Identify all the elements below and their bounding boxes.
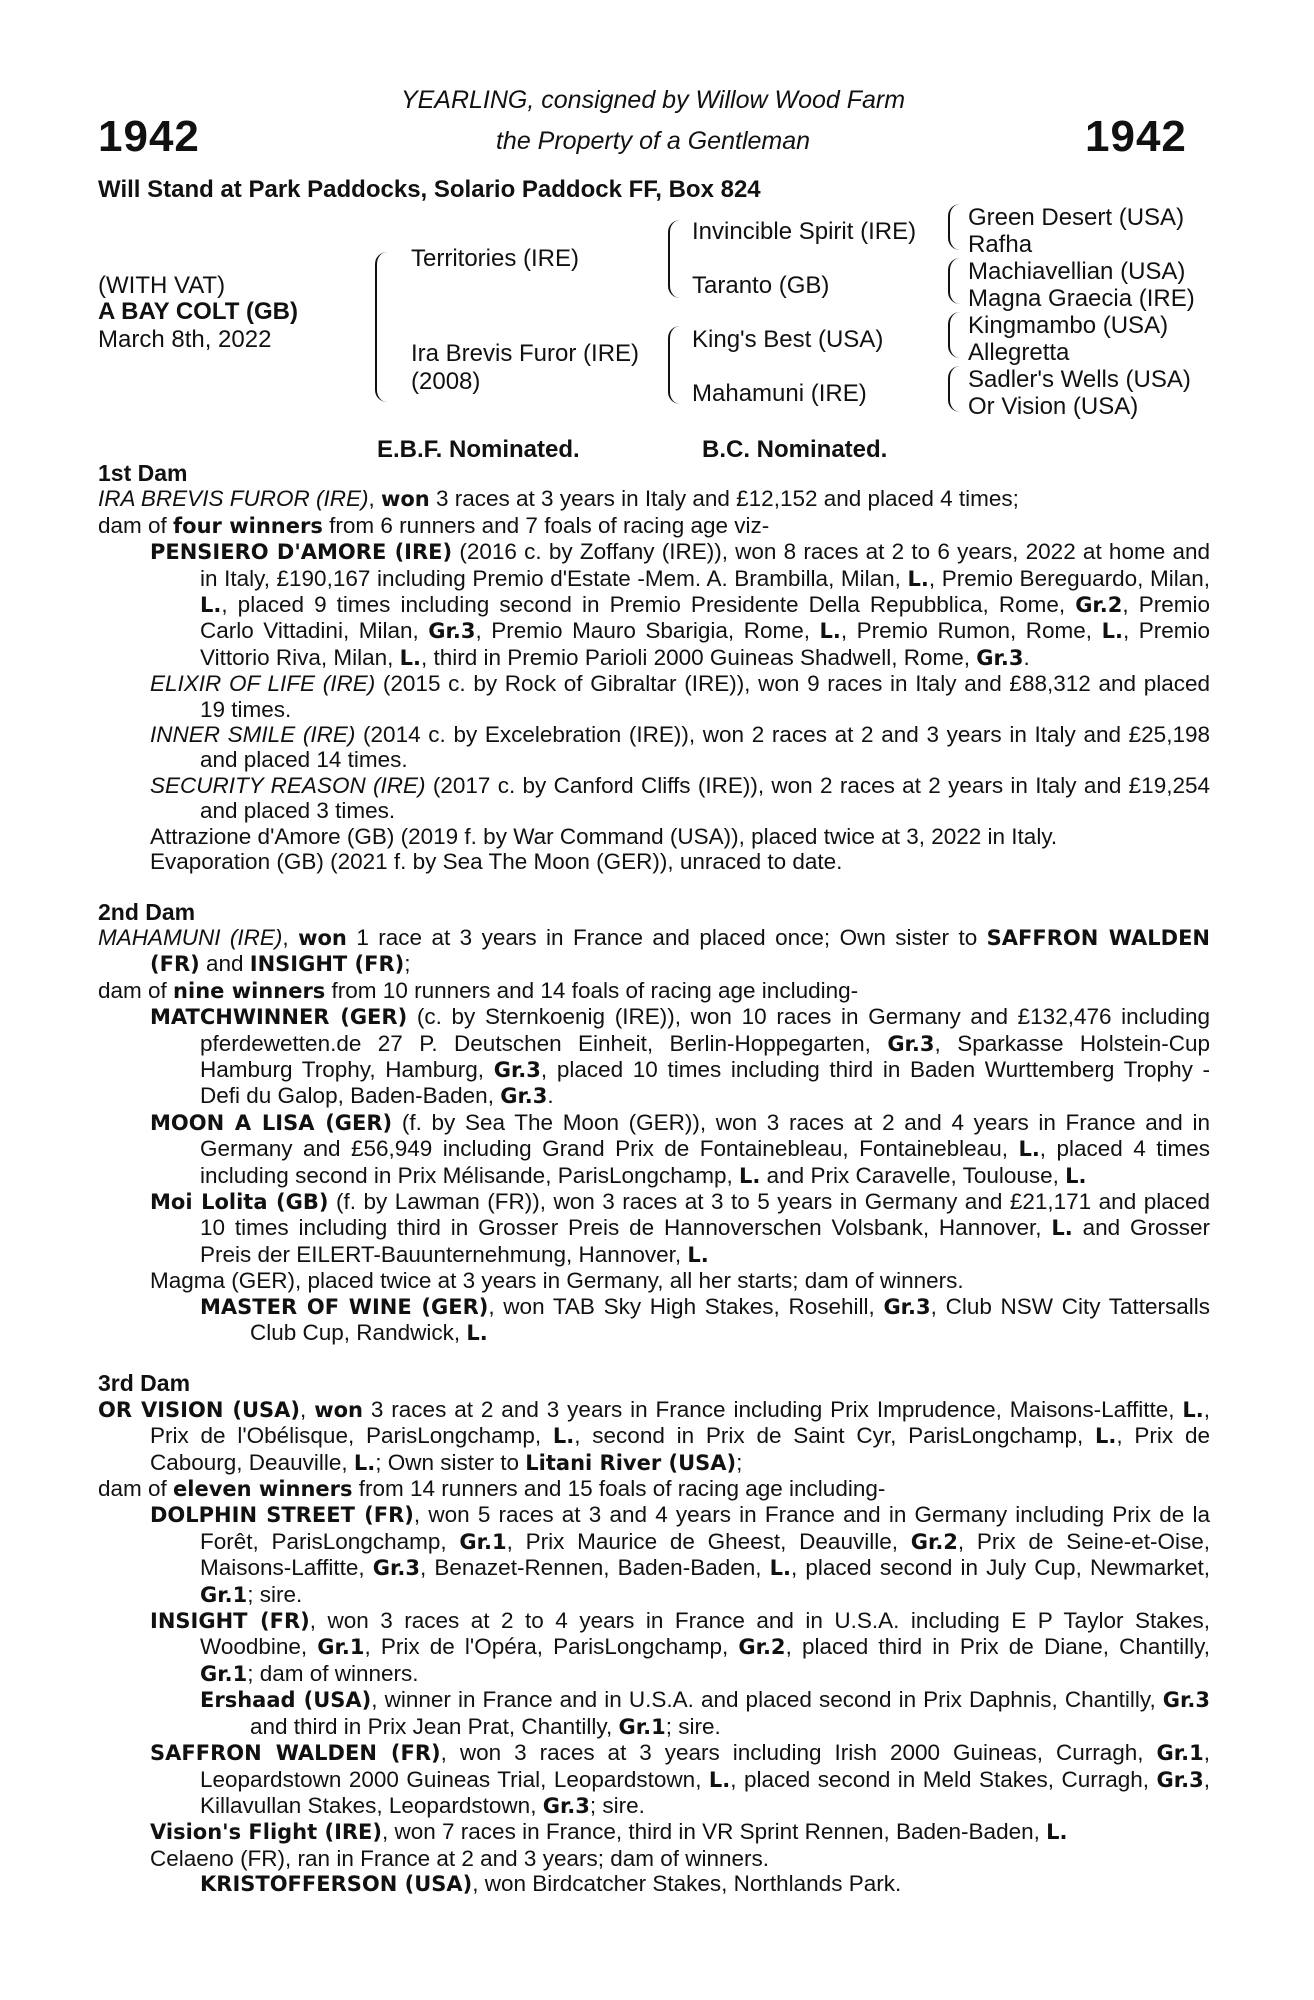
text-run: , Premio Rumon, Rome, xyxy=(840,618,1102,644)
pedigree-gen3-8: Or Vision (USA) xyxy=(968,393,1139,420)
text-run: , placed second in Meld Stakes, Curragh, xyxy=(730,1766,1157,1792)
bold-text: KRISTOFFERSON (USA) xyxy=(200,1872,473,1897)
text-run: ; xyxy=(736,1449,743,1475)
bold-text: MATCHWINNER (GER) xyxy=(150,1005,408,1030)
list-item xyxy=(98,671,1210,722)
text-run: , placed 4 times including second in Prix Mélisande, ParisLongchamp, xyxy=(200,1136,1211,1188)
dam1-record xyxy=(98,486,1210,512)
bold-text: Gr.3 xyxy=(542,1793,590,1818)
bold-text: L. xyxy=(1101,619,1123,644)
bold-text: Gr.2 xyxy=(910,1529,958,1554)
bold-text: SAFFRON WALDEN (FR) xyxy=(150,1741,441,1766)
pedigree-gen3-1: Green Desert (USA) xyxy=(968,204,1185,231)
bold-text: L. xyxy=(1065,1163,1087,1188)
italic-text: INNER SMILE (IRE) xyxy=(150,722,356,748)
text-run: , placed second in July Cup, Newmarket, xyxy=(791,1555,1210,1581)
bold-text: L. xyxy=(200,593,222,618)
text-run: , Premio Bereguardo, Milan, xyxy=(928,565,1210,591)
stand-location: Will Stand at Park Paddocks, Solario Paddock FF, Box 824 xyxy=(98,176,761,203)
bold-text: L. xyxy=(466,1321,488,1345)
text-run: (2016 c. by Zoffany (IRE)), won 8 races at 2 to 6 years, 2022 at home and in Italy, £190,167 including Premio d'Estate -Mem. A. Brambilla, Milan, xyxy=(200,539,1210,591)
text-run: (2015 c. by Rock of Gibraltar (IRE)), won 9 races in Italy and £88,312 and placed 19 times. xyxy=(200,671,1210,722)
pedigree-brace-dam xyxy=(668,326,684,404)
bold-text: four winners xyxy=(173,513,323,538)
text-run: ; xyxy=(404,951,411,977)
text-run: , won 3 races at 2 to 4 years in France and in U.S.A. including E P Taylor Stakes, Woodbine, xyxy=(200,1608,1210,1660)
list-item xyxy=(98,1189,1210,1268)
bold-text: Gr.3 xyxy=(428,619,476,644)
italic-text: ELIXIR OF LIFE (IRE) xyxy=(150,671,376,697)
text-run: from 10 runners and 14 foals of racing age including- xyxy=(325,977,859,1003)
italic-text: IRA BREVIS FUROR (IRE) xyxy=(98,486,369,512)
pedigree-brace-4 xyxy=(948,366,964,412)
text-run: , placed third in Prix de Diane, Chantilly, xyxy=(785,1634,1210,1660)
lot-number-left: 1942 xyxy=(98,112,200,161)
dam1-section xyxy=(98,461,1210,1898)
bold-text: L. xyxy=(907,566,929,591)
text-run: , Premio Mauro Sbarigia, Rome, xyxy=(475,618,820,644)
property-line: the Property of a Gentleman xyxy=(495,127,811,155)
text-run: Celaeno (FR), ran in France at 2 and 3 years; dam of winners. xyxy=(150,1845,770,1871)
offspring-visions-flight xyxy=(98,1819,1210,1845)
bold-text: L. xyxy=(819,619,841,644)
text-run: Attrazione d'Amore (GB) (2019 f. by War Command (USA)), placed twice at 3, 2022 in Italy. xyxy=(150,823,1058,849)
offspring-insight xyxy=(98,1608,1210,1687)
sire: Territories (IRE) xyxy=(411,245,580,272)
pedigree-brace-3 xyxy=(948,312,964,358)
bold-text: won xyxy=(314,1397,363,1422)
text-run: ; sire. xyxy=(589,1792,645,1818)
text-run: (f. by Lawman (FR)), won 3 races at 3 to 5 years in Germany and £21,171 and placed 10 times including third in Grosser Preis de Hannoverschen Volsbank, Hannover, xyxy=(200,1188,1211,1241)
text-run: Magma (GER), placed twice at 3 years in Germany, all her starts; dam of winners. xyxy=(150,1268,964,1294)
bold-text: nine winners xyxy=(173,978,326,1003)
text-run: Evaporation (GB) (2021 f. by Sea The Moon (GER)), unraced to date. xyxy=(150,849,843,875)
text-run: , second in Prix de Saint Cyr, ParisLongchamp, xyxy=(574,1423,1096,1449)
bold-text: L. xyxy=(769,1556,791,1581)
consignor-line: YEARLING, consigned by Willow Wood Farm xyxy=(400,86,906,114)
text-run: and Grosser Preis der EILERT-Bauunternehmung, Hannover, xyxy=(200,1215,1210,1267)
grand-ershaad xyxy=(98,1687,1210,1740)
dam-dam: Mahamuni (IRE) xyxy=(692,380,867,407)
text-run: , Prix de Seine-et-Oise, Maisons-Laffitte, xyxy=(200,1528,1211,1581)
grand-kristofferson xyxy=(98,1871,1210,1897)
pedigree-gen3-5: Kingmambo (USA) xyxy=(968,312,1169,339)
bold-text: SAFFRON WALDEN (FR) xyxy=(150,925,1210,977)
text-run: , Prix de Cabourg, Deauville, xyxy=(150,1423,1210,1475)
dam2-heading: 2nd Dam xyxy=(98,898,196,925)
text-run: , third in Premio Parioli 2000 Guineas Shadwell, Rome, xyxy=(421,644,977,670)
bold-text: INSIGHT (FR) xyxy=(249,952,405,977)
list-item xyxy=(98,849,1210,874)
bold-text: Gr.1 xyxy=(200,1661,248,1686)
horse-name: A BAY COLT (GB) xyxy=(98,298,299,325)
bold-text: Litani River (USA) xyxy=(525,1450,737,1475)
bold-text: DOLPHIN STREET (FR) xyxy=(150,1503,414,1528)
bc-nomination: B.C. Nominated. xyxy=(702,436,888,463)
bold-text: L. xyxy=(1095,1424,1117,1449)
bold-text: won xyxy=(380,487,430,512)
text-run: , Benazet-Rennen, Baden-Baden, xyxy=(420,1555,770,1581)
bold-text: L. xyxy=(687,1242,709,1267)
pedigree-gen3-4: Magna Graecia (IRE) xyxy=(968,285,1195,312)
text-run: and Prix Caravelle, Toulouse, xyxy=(760,1162,1066,1188)
text-run: , Sparkasse Holstein-Cup Hamburg Trophy, Hamburg, xyxy=(200,1030,1210,1082)
text-run: (f. by Sea The Moon (GER)), won 3 races at 2 and 4 years in France and in Germany and £56,949 including Grand Prix de Fontainebleau, Fontainebleau, xyxy=(200,1109,1210,1162)
text-run: , won 5 races at 3 and 4 years in France and in Germany including Prix de la Forêt, ParisLongchamp, xyxy=(200,1502,1210,1554)
list-item xyxy=(98,539,1210,671)
bold-text: Gr.3 xyxy=(493,1057,541,1082)
text-run: from 14 runners and 15 foals of racing age including- xyxy=(352,1476,886,1502)
text-run: from 6 runners and 7 foals of racing age viz- xyxy=(322,512,770,538)
dam-sire: King's Best (USA) xyxy=(692,326,884,353)
text-run: (2017 c. by Canford Cliffs (IRE)), won 2 races at 2 years in Italy and £19,254 and placed 3 times. xyxy=(200,772,1211,824)
dam2-offspring-list xyxy=(98,1004,1210,1293)
bold-text: Gr.3 xyxy=(500,1084,548,1109)
pedigree-brace-1 xyxy=(948,204,964,250)
italic-text: SECURITY REASON (IRE) xyxy=(150,772,426,798)
text-run: 1 race at 3 years in France and placed once; Own sister to xyxy=(346,924,987,950)
text-run: , placed 10 times including third in Baden Wurttemberg Trophy - Defi du Galop, Baden-Baden, xyxy=(200,1056,1210,1109)
bold-text: L. xyxy=(739,1163,761,1188)
dam3-record xyxy=(98,1397,1210,1476)
text-run: dam of xyxy=(98,977,174,1003)
pedigree-brace-main xyxy=(375,252,391,402)
bold-text: L. xyxy=(552,1424,575,1449)
text-run: , xyxy=(368,486,381,512)
text-run: , Premio Vittorio Riva, Milan, xyxy=(200,618,1210,670)
bold-text: Gr.3 xyxy=(372,1556,420,1581)
text-run: ; dam of winners. xyxy=(247,1660,419,1686)
pedigree-gen3-3: Machiavellian (USA) xyxy=(968,258,1186,285)
list-item xyxy=(98,773,1210,824)
offspring-saffron-walden xyxy=(98,1740,1210,1819)
bold-text: Gr.1 xyxy=(618,1714,666,1739)
text-run: and third in Prix Jean Prat, Chantilly, xyxy=(250,1713,619,1739)
bold-text: INSIGHT (FR) xyxy=(150,1609,310,1634)
bold-text: eleven winners xyxy=(173,1477,353,1502)
bold-text: Gr.3 xyxy=(887,1031,935,1056)
text-run: , won TAB Sky High Stakes, Rosehill, xyxy=(488,1293,884,1319)
text-run: , xyxy=(282,924,299,950)
bold-text: L. xyxy=(1051,1216,1073,1241)
text-run: 3 races at 2 and 3 years in France including Prix Imprudence, Maisons-Laffitte, xyxy=(362,1396,1183,1422)
pedigree-brace-2 xyxy=(948,258,964,304)
bold-text: OR VISION (USA) xyxy=(98,1397,301,1422)
dam1-produce xyxy=(98,513,1210,539)
list-item xyxy=(98,1294,1210,1347)
offspring-celaeno xyxy=(98,1846,1210,1871)
text-run: and xyxy=(199,951,250,977)
bold-text: L. xyxy=(399,645,422,670)
bold-text: Gr.2 xyxy=(1075,593,1123,618)
list-item xyxy=(98,824,1210,849)
text-run: , winner in France and in U.S.A. and placed second in Prix Daphnis, Chantilly, xyxy=(371,1687,1163,1713)
ebf-nomination: E.B.F. Nominated. xyxy=(377,436,580,463)
dam2-grand-list xyxy=(98,1294,1210,1347)
text-run: , won Birdcatcher Stakes, Northlands Park. xyxy=(472,1871,902,1897)
bold-text: MASTER OF WINE (GER) xyxy=(200,1294,489,1319)
text-run: (2014 c. by Excelebration (IRE)), won 2 races at 2 and 3 years in Italy and £25,198 and placed 14 times. xyxy=(200,722,1210,773)
list-item xyxy=(98,1110,1210,1189)
dam1-offspring-list xyxy=(98,539,1210,874)
text-run: . xyxy=(547,1083,554,1109)
bold-text: Gr.3 xyxy=(1162,1688,1210,1713)
text-run: 3 races at 3 years in Italy and £12,152 and placed 4 times; xyxy=(429,486,1019,512)
text-run: , placed 9 times including second in Premio Presidente Della Repubblica, Rome, xyxy=(221,592,1076,618)
text-run: , Prix de l'Obélisque, ParisLongchamp, xyxy=(150,1396,1211,1449)
bold-text: MOON A LISA (GER) xyxy=(150,1110,393,1135)
text-run: , xyxy=(300,1396,315,1422)
bold-text: Gr.3 xyxy=(1156,1767,1204,1792)
vat-note: (WITH VAT) xyxy=(98,272,226,299)
text-run: , Club NSW City Tattersalls Club Cup, Randwick, xyxy=(250,1293,1210,1345)
text-run: ; Own sister to xyxy=(375,1449,526,1475)
text-run: ; sire. xyxy=(665,1713,721,1739)
dam-year: (2008) xyxy=(411,368,481,395)
text-run: , Leopardstown 2000 Guineas Trial, Leopardstown, xyxy=(200,1740,1210,1792)
bold-text: Gr.2 xyxy=(738,1635,786,1660)
dam1-heading: 1st Dam xyxy=(98,460,188,486)
text-run: dam of xyxy=(98,512,174,538)
bold-text: Moi Lolita (GB) xyxy=(150,1189,329,1214)
bold-text: L. xyxy=(1018,1137,1040,1162)
text-run: ; sire. xyxy=(247,1581,303,1607)
date-of-birth: March 8th, 2022 xyxy=(98,326,272,353)
bold-text: Vision's Flight (IRE) xyxy=(150,1820,382,1845)
text-run: . xyxy=(1023,644,1030,670)
pedigree-gen3-6: Allegretta xyxy=(968,339,1070,366)
bold-text: Gr.1 xyxy=(200,1582,248,1607)
dam2-record xyxy=(98,925,1210,978)
text-run: dam of xyxy=(98,1476,174,1502)
bold-text: won xyxy=(298,925,347,950)
text-run: (c. by Sternkoenig (IRE)), won 10 races in Germany and £132,476 including pferdewetten.de 27 P. Deutschen Einheit, Berlin-Hoppegarten, xyxy=(200,1004,1210,1056)
text-run: , Premio Carlo Vittadini, Milan, xyxy=(200,592,1210,644)
sire-sire: Invincible Spirit (IRE) xyxy=(692,218,917,245)
pedigree-gen3-2: Rafha xyxy=(968,231,1033,258)
bold-text: Gr.1 xyxy=(1156,1741,1204,1766)
bold-text: Gr.1 xyxy=(317,1635,365,1660)
text-run: , won 7 races in France, third in VR Sprint Rennen, Baden-Baden, xyxy=(382,1819,1047,1845)
dam3-heading: 3rd Dam xyxy=(98,1370,191,1397)
list-item xyxy=(98,1004,1210,1110)
italic-text: MAHAMUNI (IRE) xyxy=(98,924,283,950)
dam3-produce xyxy=(98,1476,1210,1502)
dam: Ira Brevis Furor (IRE) xyxy=(411,340,640,367)
bold-text: Gr.3 xyxy=(883,1294,931,1319)
bold-text: L. xyxy=(353,1450,376,1475)
bold-text: Gr.1 xyxy=(459,1529,507,1554)
text-run: , Prix Maurice de Gheest, Deauville, xyxy=(506,1528,911,1554)
pedigree-gen3-7: Sadler's Wells (USA) xyxy=(968,366,1191,393)
text-run: , Killavullan Stakes, Leopardstown, xyxy=(200,1766,1210,1818)
bold-text: L. xyxy=(1182,1397,1204,1422)
lot-number-right: 1942 xyxy=(1085,112,1187,161)
bold-text: L. xyxy=(1046,1820,1068,1845)
bold-text: PENSIERO D'AMORE (IRE) xyxy=(150,540,453,565)
dam2-produce xyxy=(98,978,1210,1004)
offspring-dolphin-street xyxy=(98,1502,1210,1608)
sire-dam: Taranto (GB) xyxy=(692,272,830,299)
text-run: , Prix de l'Opéra, ParisLongchamp, xyxy=(364,1634,739,1660)
list-item xyxy=(98,1268,1210,1293)
bold-text: Ershaad (USA) xyxy=(200,1688,372,1713)
bold-text: L. xyxy=(708,1767,731,1792)
pedigree-brace-sire xyxy=(668,220,684,298)
list-item xyxy=(98,722,1210,773)
bold-text: Gr.3 xyxy=(976,645,1024,670)
text-run: , won 3 races at 3 years including Irish 2000 Guineas, Curragh, xyxy=(440,1740,1157,1766)
